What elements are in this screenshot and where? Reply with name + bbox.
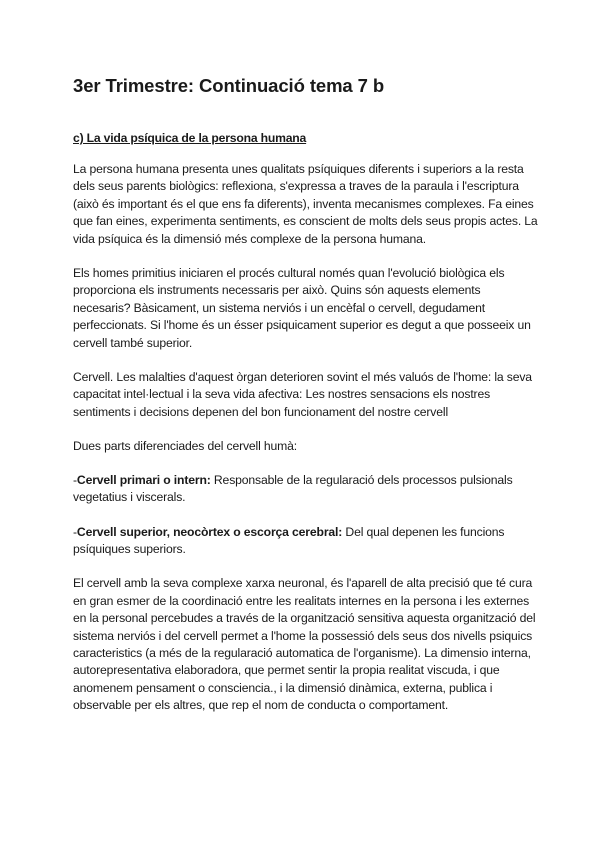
section-heading: c) La vida psíquica de la persona humana xyxy=(73,131,307,145)
paragraph-brain-parts-intro: Dues parts diferenciades del cervell humà: xyxy=(73,439,298,454)
list-dash: - xyxy=(73,524,77,539)
superior-brain-term: Cervell superior, neocòrtex o escorça cerebral: xyxy=(76,524,343,539)
paragraph-superior-brain xyxy=(73,524,538,559)
paragraph-brain: Cervell. Les malalties d'aquest òrgan deterioren sovint el més valuós de l'home: la seva capacitat intel·lectual i la seva vida afectiva: Les nostres sensacions els nostres sentiments i decisions depenen del bon funcionament del nostre cervell xyxy=(73,370,532,419)
primary-brain-term: Cervell primari o intern: xyxy=(76,472,211,487)
document-page xyxy=(73,74,538,732)
page-title: 3er Trimestre: Continuació tema 7 b xyxy=(73,75,385,96)
primary-brain-description: Responsable de la regularació dels processos pulsionals vegetatius i viscerals. xyxy=(73,472,513,505)
paragraph-primitive-men: Els homes primitius iniciaren el procés cultural només quan l'evolució biològica els proporciona els instruments necessaris per això. Quins són aquests elements necesaris? Bàsicament, un sistema nerviós i un encèfal o cervell, degudament perfeccionats. Si l'home és un ésser psiquicament superior es degut a que posseeix un cervell també superior. xyxy=(73,266,531,350)
superior-brain-description: Del qual depenen les funcions psíquiques superiors. xyxy=(73,524,505,556)
paragraph-neural-network: El cervell amb la seva complexe xarxa neuronal, és l'aparell de alta precisió que té cura en gran esmer de la coordinació entre les realitats internes en la persona i les externes en la personal percebudes a través de la organització sensitiva aquesta organització del sistema nerviós i del cervell permet a l'home la possessió dels seus dos nivells psiquics caracteristics (a més de la regularació automatica de l'organisme). La dimensio interna, autorepresentativa elaboradora, que permet sentir la propia realitat viscuda, i que anomenem pensament o consciencia., i la dimensió dinàmica, externa, publica i observable per els altres, que rep el nom de conducta o comportament. xyxy=(73,576,536,713)
paragraph-intro: La persona humana presenta unes qualitats psíquiques diferents i superiors a la resta dels seus parents biològics: reflexiona, s'expressa a traves de la paraula i l'escriptura (això és important és el que ens fa diferents), inventa mecanismes complexes. Fa eines que fan eines, experimenta sentiments, es conscient de molts dels seus propis actes. La vida psíquica és la dimensió més complexe de la persona humana. xyxy=(73,162,538,246)
list-dash: - xyxy=(73,472,77,487)
paragraph-primary-brain xyxy=(73,472,538,507)
